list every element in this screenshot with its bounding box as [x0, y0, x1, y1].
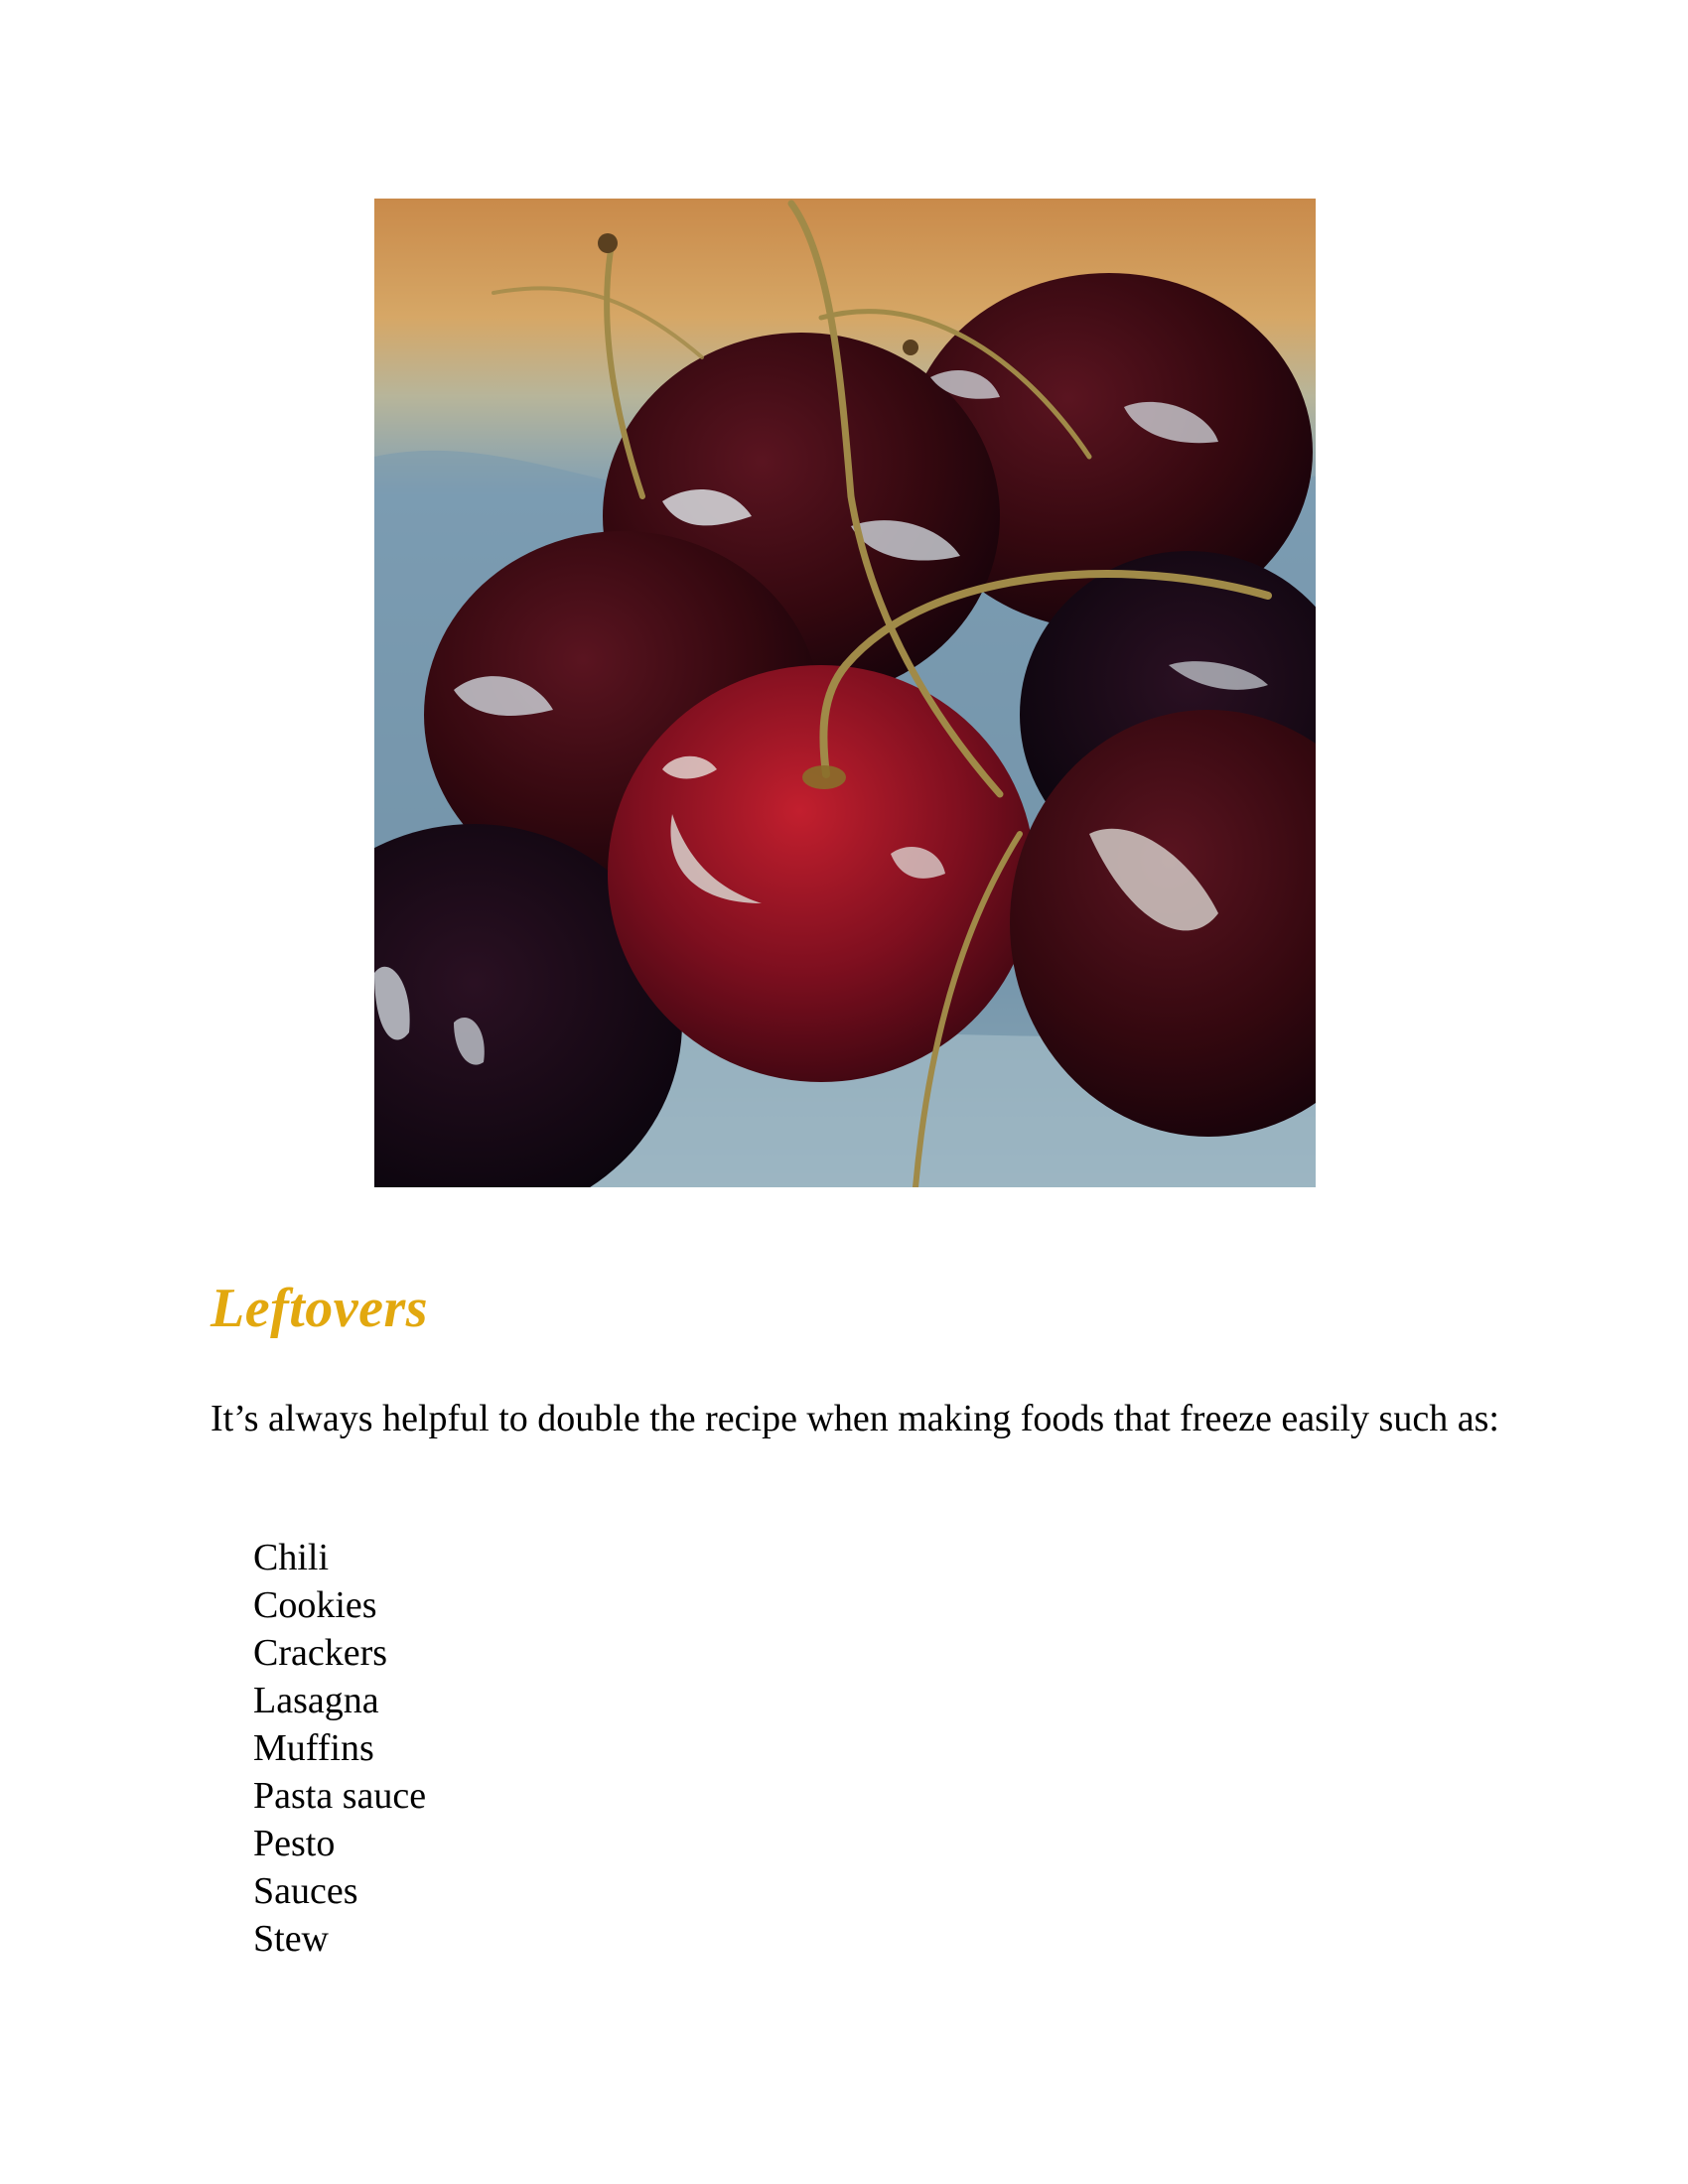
freezable-foods-list: [253, 1534, 426, 1963]
intro-paragraph: It’s always helpful to double the recipe when making foods that freeze easily such as:: [211, 1398, 1499, 1439]
list-item: Lasagna: [253, 1680, 379, 1721]
list-item: Pasta sauce: [253, 1775, 427, 1817]
list-item: Sauces: [253, 1870, 358, 1912]
list-item: Crackers: [253, 1632, 388, 1674]
cherries-photo: [374, 199, 1316, 1187]
list-item: Muffins: [253, 1727, 374, 1769]
list-item: Chili: [253, 1537, 330, 1578]
list-item: Stew: [253, 1918, 329, 1960]
section-heading: Leftovers: [211, 1278, 429, 1339]
cherries-illustration: [374, 199, 1316, 1187]
list-item: Pesto: [253, 1823, 336, 1864]
list-item: Cookies: [253, 1584, 377, 1626]
